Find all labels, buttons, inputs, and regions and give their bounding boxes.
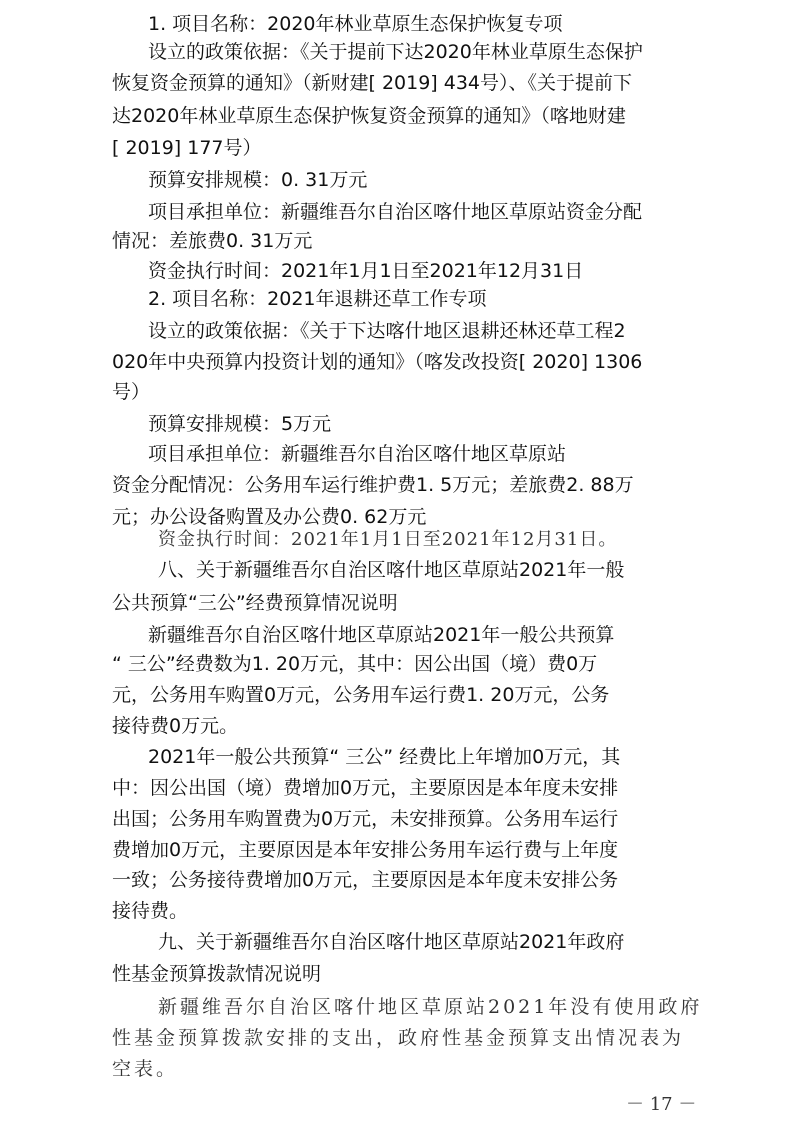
section-heading: 公共预算“三公”经费预算情况说明 — [112, 592, 398, 614]
text-line: 资金执行时间：2021年1月1日至2021年12月31日。 — [158, 529, 618, 550]
text-line: 设立的政策依据：《关于下达喀什地区退耕还林还草工程2 — [148, 320, 626, 342]
text-line: 元；办公设备购置及办公费0. 62万元 — [112, 506, 427, 528]
text-line: 预算安排规模：0. 31万元 — [148, 169, 368, 191]
section-heading: 九、关于新疆维吾尔自治区喀什地区草原站2021年政府 — [158, 931, 625, 953]
text-line: 出国；公务用车购置费为0万元，未安排预算。公务用车运行 — [112, 808, 619, 830]
text-line: 一致；公务接待费增加0万元，主要原因是本年度未安排公务 — [112, 869, 619, 891]
text-line: 项目承担单位：新疆维吾尔自治区喀什地区草原站 — [148, 443, 567, 465]
text-line: 2. 项目名称：2021年退耕还草工作专项 — [148, 288, 487, 310]
section-heading: 性基金预算拨款情况说明 — [112, 963, 322, 985]
text-line: 接待费。 — [112, 900, 189, 922]
text-line: 元，公务用车购置0万元，公务用车运行费1. 20万元，公务 — [112, 684, 610, 706]
text-line: 1. 项目名称：2020年林业草原生态保护恢复专项 — [148, 13, 563, 35]
text-line: 新疆维吾尔自治区喀什地区草原站2021年没有使用政府 — [158, 996, 703, 1018]
text-line: 恢复资金预算的通知》（新财建[ 2019] 434号）、《关于提前下 — [112, 72, 633, 94]
text-line: 设立的政策依据：《关于提前下达2020年林业草原生态保护 — [148, 41, 643, 63]
text-line: 达2020年林业草原生态保护恢复资金预算的通知》（喀地财建 — [112, 105, 626, 127]
text-line: “ 三公”经费数为1. 20万元，其中：因公出国（境）费0万 — [112, 653, 598, 675]
text-line: 接待费0万元。 — [112, 715, 239, 737]
text-line: 预算安排规模：5万元 — [148, 413, 332, 435]
text-line: 新疆维吾尔自治区喀什地区草原站2021年一般公共预算 — [148, 624, 615, 646]
text-line: [ 2019] 177号） — [112, 137, 262, 159]
text-line: 费增加0万元，主要原因是本年安排公务用车运行费与上年度 — [112, 839, 619, 861]
section-heading: 八、关于新疆维吾尔自治区喀什地区草原站2021年一般 — [158, 559, 625, 581]
text-line: 中：因公出国（境）费增加0万元，主要原因是本年度未安排 — [112, 777, 619, 799]
text-line: 性基金预算拨款安排的支出，政府性基金预算支出情况表为 — [112, 1027, 685, 1049]
text-line: 2021年一般公共预算“ 三公” 经费比上年增加0万元，其 — [148, 746, 621, 768]
text-line: 资金执行时间：2021年1月1日至2021年12月31日 — [148, 260, 584, 282]
page-number: － 17 － — [626, 1094, 697, 1115]
text-line: 情况：差旅费0. 31万元 — [112, 230, 313, 252]
text-line: 020年中央预算内投资计划的通知》（喀发改投资[ 2020] 1306 — [112, 351, 643, 373]
text-line: 项目承担单位：新疆维吾尔自治区喀什地区草原站资金分配 — [148, 201, 643, 223]
text-line: 空表。 — [112, 1058, 179, 1080]
text-line: 资金分配情况：公务用车运行维护费1. 5万元；差旅费2. 88万 — [112, 474, 634, 496]
text-line: 号） — [112, 381, 151, 403]
